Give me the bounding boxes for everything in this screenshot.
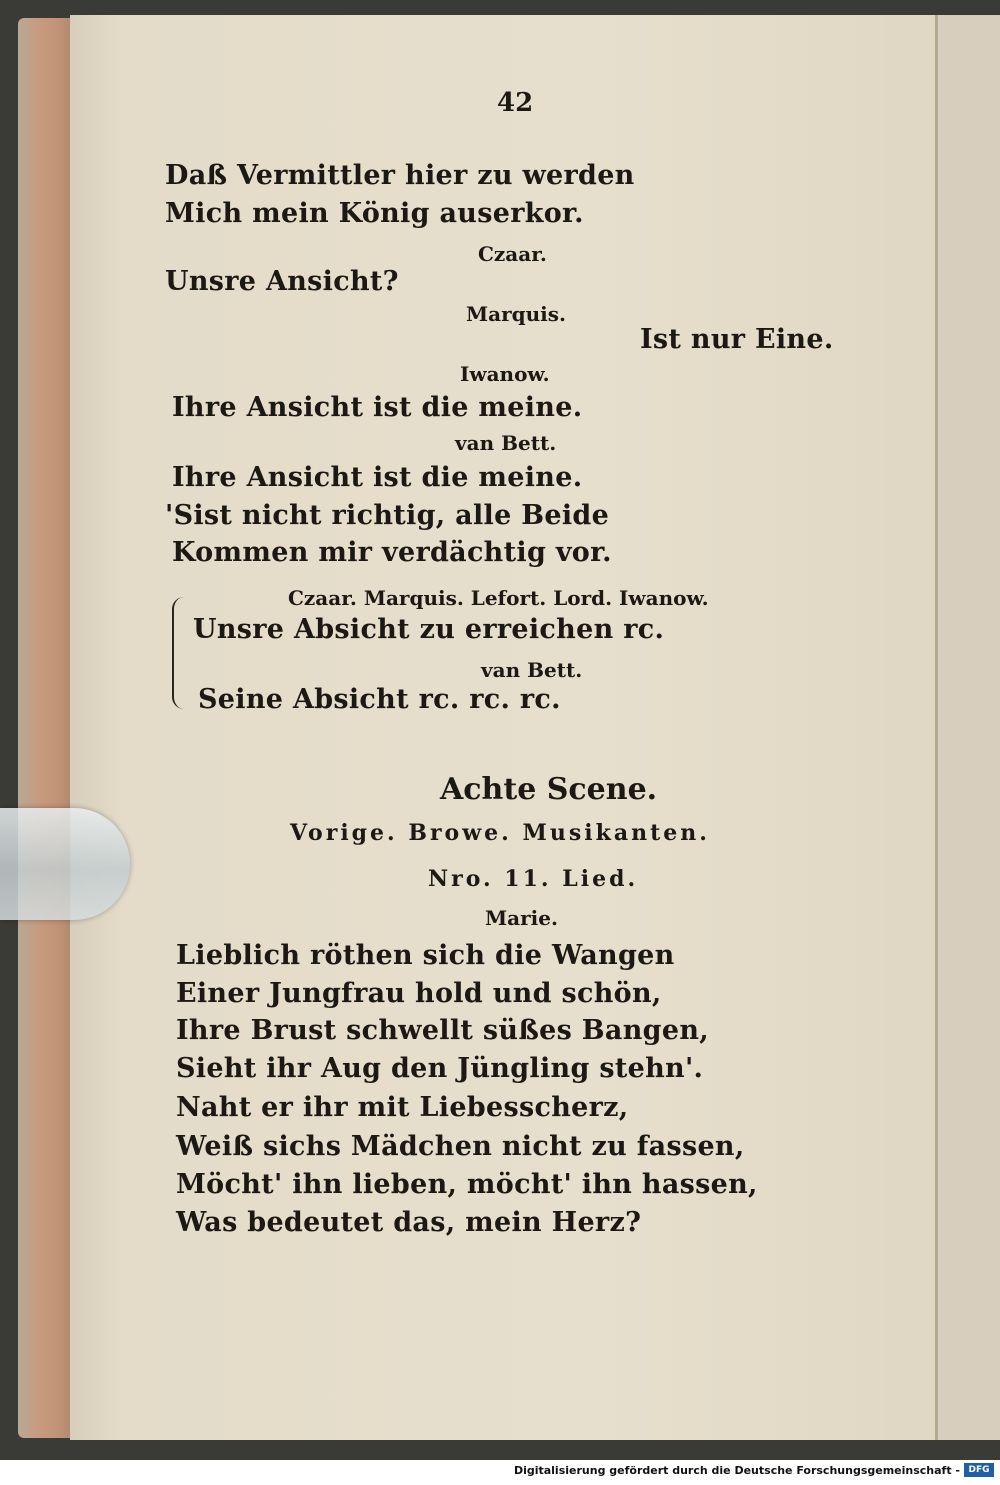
dfg-logo: DFG — [964, 1463, 994, 1477]
verse-line: Ihre Ansicht ist die meine. — [172, 462, 583, 493]
verse-line: Daß Vermittler hier zu werden — [165, 160, 635, 191]
song-number: Nro. 11. Lied. — [428, 866, 639, 892]
speaker-label: Marquis. — [466, 302, 566, 326]
verse-line: Ist nur Eine. — [640, 324, 834, 355]
verse-line: Seine Absicht rc. rc. rc. — [198, 684, 561, 715]
song-line: Naht er ihr mit Liebesscherz, — [176, 1092, 629, 1123]
speaker-label: Iwanow. — [460, 362, 550, 386]
funding-credit: Digitalisierung gefördert durch die Deutsche Forschungsgemeinschaft - — [513, 1464, 960, 1477]
scene-persons: Vorige. Browe. Musikanten. — [290, 820, 710, 846]
verse-line: Unsre Ansicht? — [165, 266, 399, 297]
song-line: Ihre Brust schwellt süßes Bangen, — [176, 1015, 709, 1046]
page-number: 42 — [497, 88, 534, 118]
song-line: Möcht' ihn lieben, möcht' ihn hassen, — [176, 1169, 758, 1200]
verse-line: Kommen mir verdächtig vor. — [172, 537, 612, 568]
speaker-label: Czaar. Marquis. Lefort. Lord. Iwanow. — [288, 586, 709, 610]
footer-bar — [0, 1460, 1000, 1485]
song-line: Was bedeutet das, mein Herz? — [176, 1207, 642, 1238]
song-line: Sieht ihr Aug den Jüngling stehn'. — [176, 1053, 704, 1084]
verse-line: Unsre Absicht zu erreichen rc. — [193, 614, 665, 645]
verse-line: Ihre Ansicht ist die meine. — [172, 392, 583, 423]
song-line: Lieblich röthen sich die Wangen — [176, 940, 675, 971]
speaker-label: Czaar. — [478, 242, 547, 266]
verse-line: Mich mein König auserkor. — [165, 198, 584, 229]
speaker-label: van Bett. — [481, 658, 583, 682]
song-line: Einer Jungfrau hold und schön, — [176, 978, 662, 1009]
speaker-label: van Bett. — [455, 431, 557, 455]
verse-line: 'Sist nicht richtig, alle Beide — [165, 500, 610, 531]
speaker-label: Marie. — [485, 906, 558, 930]
ensemble-brace — [172, 597, 188, 709]
scene-heading: Achte Scene. — [440, 772, 658, 807]
song-line: Weiß sichs Mädchen nicht zu fassen, — [176, 1131, 745, 1162]
